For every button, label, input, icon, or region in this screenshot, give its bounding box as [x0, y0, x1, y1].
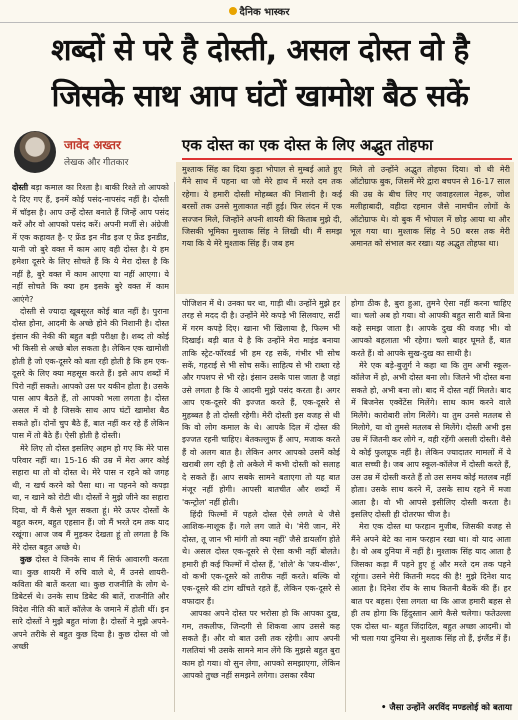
- author-name: जावेद अख्तर: [64, 138, 121, 152]
- column-3: [351, 298, 511, 700]
- paragraph: आपका अपने दोस्त पर भरोसा हो कि आपका दुख, गम, तकलीफ, जिन्दगी से शिकवा आप उससे कह सकते हैं। और वो बात उसी तक रहेगी। आप अपनी गलतियां भी उसके सामने मान लेंगे कि मुझसे बहुत बुरा काम हो गया। वो सुन लेगा, आपको समझाएगा, लेकिन आपको तुच्छ नहीं समझने लगेगा। उसका रवैया: [182, 609, 340, 681]
- masthead-title: दैनिक भास्कर: [239, 7, 290, 18]
- headline-line-1: शब्दों से परे है दोस्ती, असल दोस्त वो है: [51, 33, 469, 68]
- column-rule: [174, 182, 175, 712]
- paragraph-text: दोस्त वे जिनके साथ मैं सिर्फ आवारगी करता था। कुछ शायरी में रुचि वाले थे, मैं उनसे शायरी-कविता की बातें करता था। कुछ राजनीति के लोग थे- डिबेटर्स थे। उनके साथ डिबेट की बातें, राजनीति और विदेश नीति की बातें कॉलेज के जमाने में होती थीं। इन सारे दोस्तों ने मुझे बहुत मांजा है। दोस्तों ने मुझे अपने-अपने तरीके से बहुत कुछ दिया है। कुछ दोस्त वो जो अच्छी: [12, 555, 169, 652]
- subhead: एक दोस्त का एक दोस्त के लिए अद्भुत तोहफा: [182, 132, 512, 160]
- paragraph: मुश्ताक सिंह का दिया कुड़ा भोपाल से मुम्बई आते हुए मैंने साथ में पहना था जो मेरे हाथ में मरते दम तक रहेगा। ये हमारी दोस्ती मोहब्बत की निशानी है। कई बरसों तक उनसे मुलाकात नहीं हुई। फिर लंदन में एक सज्जन मिले, जिन्होंने अपनी शायरी की किताब मुझे दी, जिसकी भूमिका मुश्ताक सिंह ने लिखी थी। मैं समझ गया कि ये मेरे मुश्ताक सिंह हैं। जब हम: [182, 165, 342, 249]
- paragraph: पोजिशन में थे। उनका घर था, गाड़ी थी। उन्होंने मुझे हर तरह से मदद दी है। उन्होंने मेरे कपड़े भी सिलवाए, सर्दी में गरम कपड़े दिए। खाना भी खिलाया है, फिल्म भी दिखाई। बड़ी बात ये है कि उन्होंने मेरा माइंड बनाया ताकि स्ट्रेट-फॉरवर्ड भी हम रह सकें, गंभीर भी सोच सकें, गहराई से भी सोच सकें। साहित्य से भी राब्ता रहे और गपशप से भी रहे। इंसान उसके पास जाता है जहां उसे लगता है कि ये आदमी मुझे पसंद करता है। अगर आप एक-दूसरे की इज्जत करते हैं, एक-दूसरे से मुहब्बत है तो दोस्ती रहेगी। मेरी दोस्ती इस वजह से थी कि वो लोग कमाल के थे। आपके दिल में दोस्त की इज्जत रहनी चाहिए। बेतकल्लुफ हैं आप, मजाक करते हैं वो अलग बात है। लेकिन अगर आपको उसमें कोई खराबी लग रही है तो अकेले में कभी दोस्ती को सलाह दे सकते हैं। आप सबके सामने बताएगा तो यह बात मंजूर नहीं होगी। आपसी बातचीत और शब्दों में 'कन्ट्रोल' नहीं होती।: [182, 299, 340, 507]
- paragraph-text: बड़ा कमाल का रिश्ता है। बाकी रिश्ते तो आपको दे दिए गए हैं, इनमें कोई पसंद-नापसंद नहीं है। दोस्ती में चॉइस है। आप उन्हें दोस्त बनाते हैं जिन्हें आप पसंद करें और वो आपको पसंद करें। अपनी मर्जी से। अंग्रेजी में एक कहावत है- ए फ्रेंड इन नीड इज ए फ्रेंड इनडीड, यानी जो बुरे वक्त में काम आए वही दोस्त है। ये हम हमेशा दूसरे के लिए सोचते हैं कि ये मेरा दोस्त है कि नहीं है, बुरे वक्त में काम आएगा या नहीं आएगा। ये नहीं सोचते कि क्या हम इसके बुरे वक्त में काम आएंगे?: [12, 183, 169, 304]
- paragraph: मेरा एक दोस्त था फरहान मुजीब, जिसकी वजह से मैंने अपने बेटे का नाम फरहान रखा था। वो याद आता है। वो अब दुनिया में नहीं है। मुश्ताक सिंह याद आता है जिसका कड़ा मैं पहने हुए हूं और मरते दम तक पहने रहूंगा। उसने मेरी कितनी मदद की है! मुझे दिनेश याद आता है। दिनेश रॉय के साथ कितनी बैठकें की हैं। हर बात पर बहस। ऐसा लगता था कि आज हमारी बहस से ही तय होगा कि हिंदुस्तान आगे कैसे चलेगा। फतेउल्ला एक दोस्त था- बहुत जिंदादिल, बहुत अच्छा आदमी। वो भी चला गया दुनिया से। मुश्ताक सिंह तो हैं, इंग्लैंड में हैं।: [351, 522, 511, 643]
- paragraph: मिले तो उन्होंने अद्भुत तोहफा दिया। वो थी मेरी ऑटोग्राफ बुक, जिसमें मेरे द्वारा बचपन से 16-17 साल की उम्र के बीच लिए गए जवाहरलाल नेहरू, जोश मलीहाबादी, वहीदा रहमान जैसे नामचीन लोगों के ऑटोग्राफ थे। वो बुक मैं भोपाल में छोड़ आया था और भूल गया था। मुश्ताक सिंह ने 50 बरस तक मेरी अमानत को संभाल कर रखा। यह अद्भुत तोहफा था।: [350, 165, 510, 249]
- paragraph: दोस्ती से ज्यादा खूबसूरत कोई बात नहीं है। पुराना दोस्त होना, आदमी के अच्छे होने की निशानी है। दोस्त इंसान की नेकी की बहुत बड़ी परीक्षा है। शब्द तो कोई भी किसी से अच्छे बोल सकता है। लेकिन एक खामोशी होती है जो एक-दूसरे को बता रही होती है कि हम एक-दूसरे के लिए क्या महसूस करते हैं। इसे आप शब्दों में पिरो नहीं सकते। आपको उस पर यकीन होता है। उसके पास आप बैठते हैं, तो आपको भला लगता है। दोस्त असल में वो है जिसके साथ आप घंटों खामोश बैठ सकते हों। दोनों चुप बैठे हैं, बात नहीं कर रहे हैं लेकिन पास में तो बैठे हैं। ऐसी होती है दोस्ती।: [12, 307, 169, 441]
- paragraph: [12, 554, 169, 653]
- paragraph: मेरे लिए तो दोस्त इसलिए अहम हो गए कि मेरे पास परिवार नहीं था। 15-16 की उम्र में मेरा अगर कोई सहारा था तो वो दोस्त थे। मेरे पास न रहने को जगह थी, न खर्च करने को पैसा था। ना पहनने को कपड़ा था, न खाने को रोटी थी। दोस्तों ने मुझे जीने का सहारा दिया, वो मैं कैसे भूल सकता हूं। मेरे ऊपर दोस्तों के बहुत करम, बहुत एहसान हैं। जो मैं भरते दम तक याद रखूंगा। आज जब मैं मुड़कर देखता हूं तो लगता है कि मेरे दोस्त बहुत अच्छे थे।: [12, 443, 169, 552]
- sun-logo-icon: [229, 7, 237, 15]
- column-2-top: [182, 164, 342, 292]
- column-1: [12, 182, 169, 710]
- author-photo: [14, 131, 56, 173]
- masthead: [0, 0, 518, 23]
- column-2: [182, 298, 340, 710]
- column-3-top: [350, 164, 510, 292]
- byline-credit: • जैसा उन्होंने अरविंद मण्डलोई को बताया: [380, 703, 512, 713]
- headline: [10, 28, 510, 120]
- author-role: लेखक और गीतकार: [64, 158, 129, 168]
- lead-word: दोस्ती: [12, 183, 29, 192]
- lead-word: कुछ: [20, 555, 32, 565]
- paragraph: मेरे एक बड़े-बुजुर्ग ने कहा था कि तुम अभी स्कूल-कॉलेज में हो, अभी दोस्त बना लो। जितने भी दोस्त बना सकते हो, अभी बना लो। बाद में दोस्त नहीं मिलते। बाद में बिजनेस एक्वेंटेंस मिलेंगे। साथ काम करने वाले मिलेंगे। कारोबारी लोग मिलेंगे। या तुम उनसे मतलब से मिलोगे, या वो तुमसे मतलब से मिलेंगे। दोस्ती अभी इस उम्र में जितनी कर लोगे न, वही रहेंगी असली दोस्ती। वैसे ये कोई फुलप्रूफ नहीं है। लेकिन ज्यादातर मामलों में ये बात सच्ची है। जब आप स्कूल-कॉलेज में दोस्ती करते हैं, उस उम्र में दोस्ती करते हैं तो उस समय कोई मतलब नहीं होता। उसके साथ करने में, उसके साथ रहने में मजा आता है। वो भी आपसे इसीलिए दोस्ती करता है। इसलिए दोस्ती ही दोतरफा चीज है।: [351, 361, 511, 519]
- column-rule: [345, 296, 346, 712]
- paragraph: [12, 182, 169, 306]
- paragraph: हिंदी फिल्मों में पहले दोस्त ऐसे लगते थे जैसे आशिक-माशूक हैं। गले लग जाते थे। 'मेरी जान, मेरे दोस्त, तू जान भी मांगी तो क्या नहीं' जैसे डायलॉग होते थे। असल दोस्त एक-दूसरे से ऐसा कभी नहीं बोलते। हमारी ही कई फिल्मों में दोस्त हैं, 'शोले' के 'जय-वीरू', वो कभी एक-दूसरे को तारीफ नहीं करते। बल्कि वो एक-दूसरे की टांग खींचते रहते हैं, लेकिन एक-दूसरे से वफादार हैं।: [182, 509, 340, 606]
- paragraph: होगा ठीक है, बुरा हुआ, तुमने ऐसा नहीं करना चाहिए था। चलो अब हो गया। वो आपकी बहुत सारी बातें बिना कहे समझ जाता है। आपके दुख की वजह भी। वो आपको बहलाता भी रहेगा। चलो बाहर घूमते हैं, बात करते हैं। वो आपके सुख-दुख का साथी है।: [351, 299, 511, 358]
- author-box: [14, 128, 170, 176]
- headline-line-2: जिसके साथ आप घंटों खामोश बैठ सकें: [51, 79, 469, 114]
